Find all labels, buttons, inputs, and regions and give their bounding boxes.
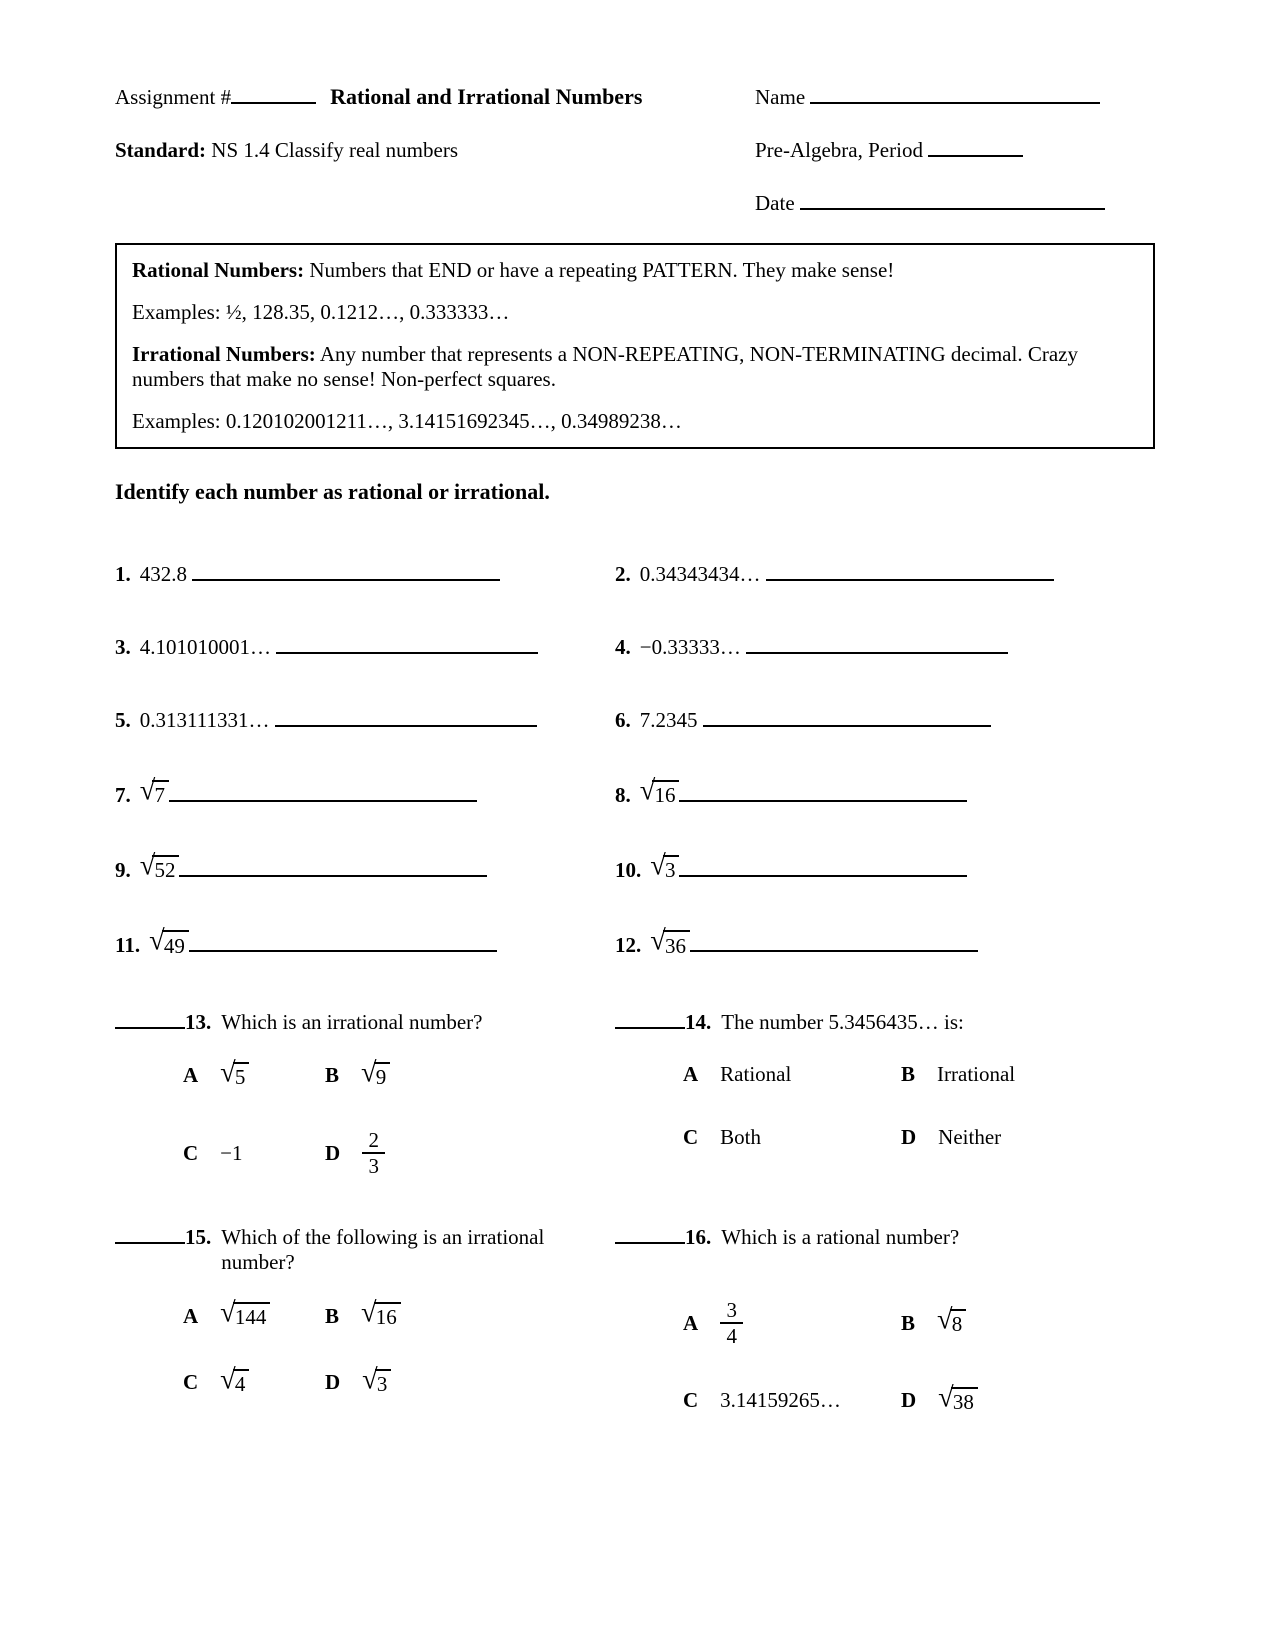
choice-a xyxy=(683,1298,901,1348)
answer-blank xyxy=(615,1224,685,1244)
radical-icon: √ xyxy=(938,1382,954,1414)
answer-blank xyxy=(679,782,967,802)
choices xyxy=(683,1298,1155,1415)
answer-blank xyxy=(115,1009,185,1029)
radicand: 3 xyxy=(375,1369,391,1397)
answer-blank xyxy=(690,932,978,952)
problem-number: 5. xyxy=(115,707,131,732)
problem-number: 4. xyxy=(615,634,631,659)
question-number: 14. xyxy=(685,1009,712,1034)
answer-blank xyxy=(275,707,537,727)
question-number: 15. xyxy=(185,1225,212,1250)
period-line xyxy=(755,137,1155,163)
choice-letter: C xyxy=(683,1124,699,1149)
problem-1 xyxy=(115,561,615,587)
problem-4 xyxy=(615,634,1155,660)
radicand: 4 xyxy=(233,1369,249,1397)
question-text: Which is a rational number? xyxy=(721,1225,960,1250)
choices xyxy=(183,1057,615,1179)
question-heading xyxy=(615,1009,1155,1035)
choice-letter: C xyxy=(183,1370,199,1395)
answer-blank xyxy=(679,857,967,877)
problem-3 xyxy=(115,634,615,660)
definitions-box xyxy=(115,243,1155,449)
question-number: 13. xyxy=(185,1009,212,1034)
sqrt-expression xyxy=(937,1304,966,1337)
problem-value: 0.313111331… xyxy=(139,707,270,732)
radical-icon: √ xyxy=(139,850,156,882)
problem-value: 0.34343434… xyxy=(639,561,761,586)
sqrt-expression xyxy=(149,926,188,958)
choice-d xyxy=(901,1125,1155,1150)
answer-blank xyxy=(276,634,538,654)
fraction-denominator: 3 xyxy=(362,1152,385,1178)
fraction xyxy=(362,1128,385,1178)
header-row-2 xyxy=(115,137,1155,163)
answer-blank xyxy=(179,857,487,877)
radical-icon: √ xyxy=(650,850,666,882)
question-text: The number 5.3456435… is: xyxy=(721,1009,964,1034)
question-13 xyxy=(115,1009,615,1179)
problem-number: 6. xyxy=(615,707,631,732)
radical-icon: √ xyxy=(220,1297,236,1329)
date-line xyxy=(755,190,1155,216)
radical-icon: √ xyxy=(639,775,656,807)
sqrt-expression xyxy=(938,1382,977,1415)
answer-blank xyxy=(169,782,477,802)
choice-value: Neither xyxy=(938,1124,1002,1149)
question-text: Which is an irrational number? xyxy=(221,1009,483,1034)
radicand: 9 xyxy=(374,1062,390,1090)
choice-c xyxy=(683,1388,901,1413)
sqrt-expression xyxy=(650,850,679,883)
radical-icon: √ xyxy=(149,926,165,958)
choice-letter: D xyxy=(901,1124,917,1149)
problem-number: 7. xyxy=(115,782,131,807)
choice-letter: B xyxy=(325,1063,340,1088)
choice-c xyxy=(183,1364,325,1397)
choice-letter: C xyxy=(683,1388,699,1413)
radicand: 5 xyxy=(233,1062,249,1090)
assignment-label: Assignment # xyxy=(115,85,232,109)
choice-a xyxy=(183,1057,325,1090)
radicand: 49 xyxy=(162,930,189,958)
question-16 xyxy=(615,1224,1155,1415)
choice-letter: D xyxy=(325,1370,341,1395)
instructions-heading: Identify each number as rational or irrational. xyxy=(115,478,550,504)
choice-letter: B xyxy=(901,1310,916,1335)
date-blank xyxy=(800,190,1105,210)
assignment-line xyxy=(115,84,755,110)
problem-number: 3. xyxy=(115,634,131,659)
choice-letter: A xyxy=(683,1310,699,1335)
choice-d xyxy=(901,1382,1155,1415)
sqrt-expression xyxy=(361,1297,400,1330)
problem-11 xyxy=(115,926,615,958)
problem-number: 11. xyxy=(115,933,141,958)
fraction-numerator: 2 xyxy=(368,1128,379,1152)
choice-d xyxy=(325,1364,615,1397)
questions-section xyxy=(115,1009,1155,1415)
radicand: 3 xyxy=(663,855,679,883)
choice-value: Irrational xyxy=(937,1061,1016,1086)
choice-letter: A xyxy=(183,1063,199,1088)
choice-value: 3.14159265… xyxy=(720,1388,841,1413)
header-row-1 xyxy=(115,84,1155,110)
choice-letter: D xyxy=(901,1388,917,1413)
question-15 xyxy=(115,1224,615,1415)
problem-value: 432.8 xyxy=(139,561,187,586)
problem-6 xyxy=(615,707,1155,733)
choice-letter: C xyxy=(183,1140,199,1165)
problem-number: 2. xyxy=(615,561,631,586)
radicand: 38 xyxy=(951,1387,978,1415)
rational-examples: Examples: ½, 128.35, 0.1212…, 0.333333… xyxy=(132,299,510,324)
sqrt-expression xyxy=(361,1057,390,1090)
date-label: Date xyxy=(755,190,795,215)
answer-blank xyxy=(615,1009,685,1029)
name-line xyxy=(755,84,1155,110)
choice-letter: D xyxy=(325,1140,341,1165)
problem-number: 9. xyxy=(115,858,131,883)
radical-icon: √ xyxy=(650,926,666,958)
choice-letter: B xyxy=(325,1303,340,1328)
radical-icon: √ xyxy=(220,1364,236,1396)
choice-b xyxy=(901,1062,1155,1087)
header-row-3 xyxy=(115,190,1155,216)
rational-term: Rational Numbers: xyxy=(132,257,305,282)
question-text: Which of the following is an irrational number? xyxy=(221,1225,545,1275)
choice-a xyxy=(683,1062,901,1087)
fraction-numerator: 3 xyxy=(726,1298,737,1323)
choice-letter: A xyxy=(183,1303,199,1328)
sqrt-expression xyxy=(220,1364,249,1397)
question-14 xyxy=(615,1009,1155,1179)
problem-value: 4.101010001… xyxy=(139,634,271,659)
problem-2 xyxy=(615,561,1155,587)
irrational-term: Irrational Numbers: xyxy=(132,341,316,366)
standard-line xyxy=(115,138,755,163)
sqrt-expression xyxy=(650,926,689,958)
choices xyxy=(683,1062,1155,1150)
radical-icon: √ xyxy=(220,1057,236,1089)
radicand: 7 xyxy=(152,780,168,808)
radicand: 144 xyxy=(233,1302,270,1330)
radicand: 36 xyxy=(663,930,690,958)
period-label: Pre-Algebra, Period xyxy=(755,137,923,162)
problem-9 xyxy=(115,850,615,883)
radical-icon: √ xyxy=(361,1057,377,1089)
choice-value: Both xyxy=(720,1124,762,1149)
assignment-blank xyxy=(231,84,316,104)
question-heading xyxy=(115,1224,615,1275)
choice-c xyxy=(183,1141,325,1166)
problems-section xyxy=(115,561,1155,959)
rational-text: Numbers that END or have a repeating PATTERN. They make sense! xyxy=(309,257,895,282)
radicand: 16 xyxy=(374,1302,401,1330)
choice-value: −1 xyxy=(220,1140,243,1165)
choice-b xyxy=(901,1304,1155,1337)
problem-12 xyxy=(615,926,1155,958)
problem-8 xyxy=(615,775,1155,808)
radicand: 52 xyxy=(152,855,179,883)
header xyxy=(115,84,1155,216)
sqrt-expression xyxy=(362,1364,391,1397)
answer-blank xyxy=(746,634,1008,654)
radical-icon: √ xyxy=(139,775,156,807)
choice-letter: A xyxy=(683,1061,699,1086)
choice-a xyxy=(183,1297,325,1330)
choice-d xyxy=(325,1128,615,1178)
problem-number: 1. xyxy=(115,561,131,586)
choice-letter: B xyxy=(901,1061,916,1086)
answer-blank xyxy=(189,932,497,952)
choice-c xyxy=(683,1125,901,1150)
choices xyxy=(183,1297,615,1397)
sqrt-expression xyxy=(139,850,179,883)
radical-icon: √ xyxy=(362,1364,378,1396)
radical-icon: √ xyxy=(361,1297,377,1329)
name-label: Name xyxy=(755,85,806,109)
problem-7 xyxy=(115,775,615,808)
problem-number: 10. xyxy=(615,858,642,883)
sqrt-expression xyxy=(639,775,679,808)
radical-icon: √ xyxy=(937,1304,953,1336)
problem-10 xyxy=(615,850,1155,883)
standard-text: NS 1.4 Classify real numbers xyxy=(211,137,459,162)
question-number: 16. xyxy=(685,1225,712,1250)
name-blank xyxy=(810,84,1100,104)
irrational-definition xyxy=(132,342,1138,392)
irrational-examples: Examples: 0.120102001211…, 3.14151692345…, 0.34989238… xyxy=(132,408,682,433)
question-heading xyxy=(615,1224,1155,1250)
rational-definition xyxy=(132,258,1138,283)
fraction-denominator: 4 xyxy=(720,1322,743,1348)
choice-b xyxy=(325,1057,615,1090)
fraction xyxy=(720,1298,743,1348)
irrational-text: Any number that represents a NON-REPEATING, NON-TERMINATING decimal. Crazy numbers that make no sense! Non-perfect squares. xyxy=(132,341,1078,391)
choice-value: Rational xyxy=(720,1061,792,1086)
sqrt-expression xyxy=(220,1297,270,1330)
answer-blank xyxy=(703,707,991,727)
question-heading xyxy=(115,1009,615,1035)
problem-number: 8. xyxy=(615,782,631,807)
sqrt-expression xyxy=(139,775,169,808)
answer-blank xyxy=(192,561,500,581)
problem-value: −0.33333… xyxy=(639,634,741,659)
sqrt-expression xyxy=(220,1057,249,1090)
problem-5 xyxy=(115,707,615,733)
radicand: 8 xyxy=(950,1309,966,1337)
problem-value: 7.2345 xyxy=(639,707,698,732)
answer-blank xyxy=(115,1224,185,1244)
period-blank xyxy=(928,137,1023,157)
answer-blank xyxy=(766,561,1054,581)
standard-label: Standard: xyxy=(115,137,207,162)
problem-number: 12. xyxy=(615,933,642,958)
worksheet-title: Rational and Irrational Numbers xyxy=(330,84,643,109)
choice-b xyxy=(325,1297,615,1330)
radicand: 16 xyxy=(652,780,679,808)
